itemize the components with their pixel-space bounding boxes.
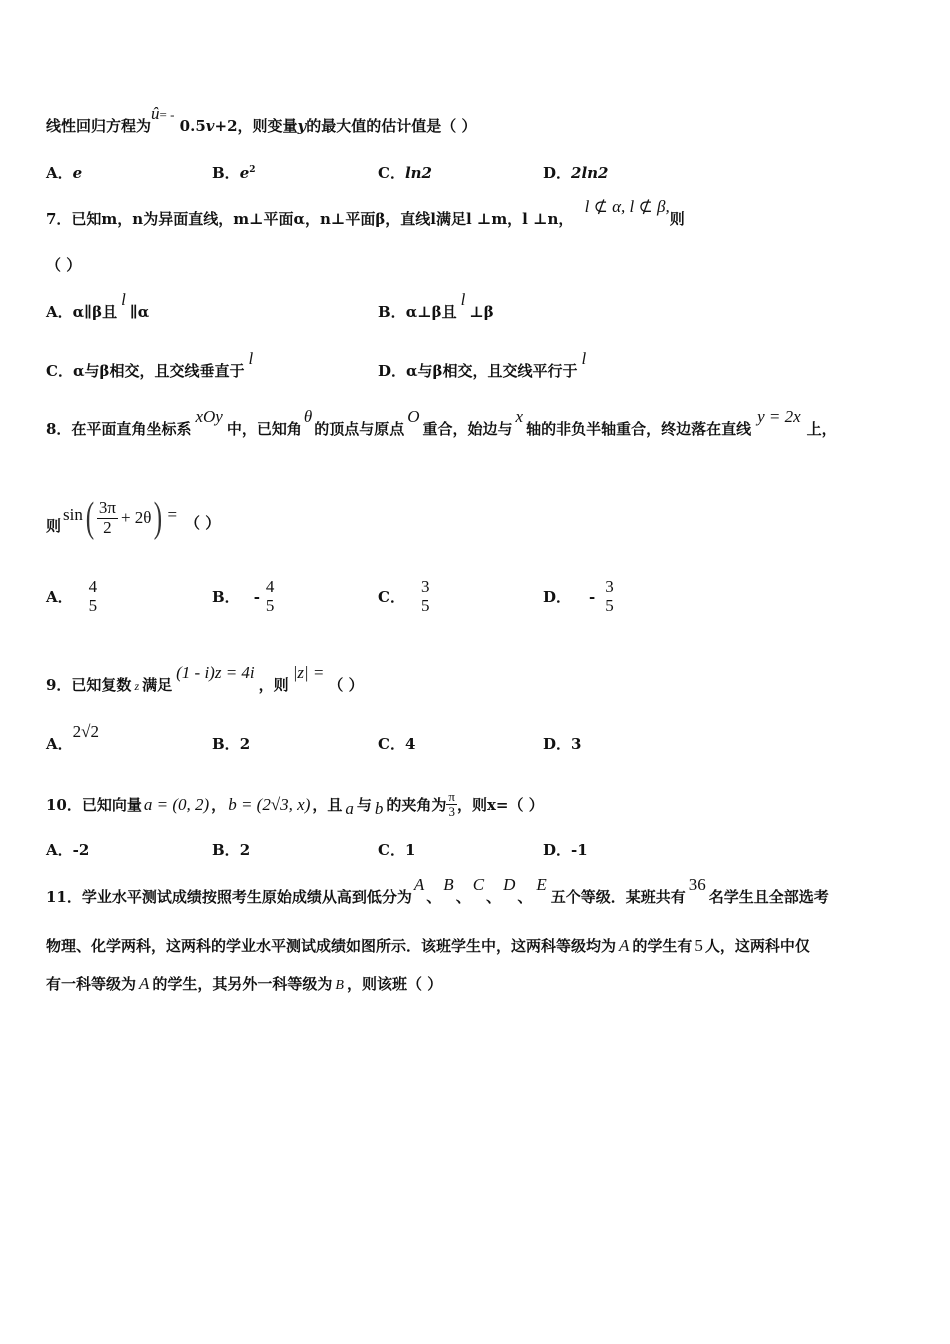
q7-blank: （ ） xyxy=(46,256,82,274)
q11-sep: 、 xyxy=(426,888,442,906)
q6-eq-tail: +2，则变量 xyxy=(214,117,298,135)
option-value: 3 xyxy=(571,735,582,753)
option-l: l xyxy=(581,349,587,368)
option-label: B． xyxy=(212,735,240,753)
q11-grade: A xyxy=(413,875,425,894)
q11-grade: C xyxy=(472,875,485,894)
frac-num: 4 xyxy=(265,577,275,596)
q8-text: 重合，始边与 xyxy=(422,420,513,438)
q10-text: 10．已知向量 xyxy=(46,796,142,815)
q8-option-b[interactable] xyxy=(212,578,276,615)
q8-frac-num: 3π xyxy=(98,497,116,517)
option-l: l xyxy=(121,290,126,309)
option-value: -1 xyxy=(571,841,588,859)
option-label: D． xyxy=(543,735,572,753)
q8-text: 8．在平面直角坐标系 xyxy=(46,420,192,438)
option-text: α与β相交，且交线平行于 xyxy=(406,362,578,380)
option-label: D． xyxy=(543,841,572,859)
q9-stem xyxy=(46,663,364,695)
option-text: α⊥β且 xyxy=(405,303,457,321)
q11-text: 11．学业水平测试成绩按照考生原始成绩从高到低分为 xyxy=(46,888,412,906)
q6-eq-rest: 0.5 xyxy=(179,117,206,135)
q10-stem xyxy=(46,790,544,820)
q6-option-a[interactable] xyxy=(46,162,82,183)
q8-blank: （ ） xyxy=(185,513,221,532)
q8-origin: O xyxy=(407,407,420,426)
option-text: α∥β且 xyxy=(72,303,118,321)
q8-option-a[interactable] xyxy=(46,578,99,615)
option-frac xyxy=(603,578,616,615)
q7-stem-text: 7．已知m，n为异面直线，m⊥平面α，n⊥平面β，直线l满足l ⊥m，l ⊥n， xyxy=(46,210,574,228)
q10-option-a[interactable] xyxy=(46,839,89,860)
q10-option-c[interactable] xyxy=(378,839,415,860)
q8-eq: = xyxy=(167,505,178,524)
frac-den: 5 xyxy=(605,595,614,615)
q7-option-d[interactable] xyxy=(378,349,590,381)
q10-a: a xyxy=(345,798,354,818)
q11-text: 的学生，其另外一科等级为 xyxy=(152,975,333,993)
option-value: 2 xyxy=(239,841,251,859)
option-label: A． xyxy=(46,588,73,607)
q10-b-vector: b = (2√3, x) xyxy=(228,794,311,814)
q9-text: 满足 xyxy=(142,676,173,694)
q9-option-b[interactable] xyxy=(212,733,250,754)
q8-text: 的顶点与原点 xyxy=(314,420,405,438)
q8-expression xyxy=(46,494,220,542)
q10-text: 的夹角为 xyxy=(386,796,447,815)
q7-option-a[interactable] xyxy=(46,290,150,322)
option-l: l xyxy=(248,349,254,368)
q6-stem-suffix: 的最大值的估计值是（ ） xyxy=(306,117,477,135)
option-value: 2√2 xyxy=(72,722,99,741)
q9-option-d[interactable] xyxy=(543,733,581,754)
option-label: C． xyxy=(378,735,405,753)
frac-num: 3 xyxy=(420,577,430,596)
q11-line-3 xyxy=(46,973,442,994)
q11-grade-b: B xyxy=(335,978,344,993)
q11-text: 物理、化学两科，这两科的学业水平测试成绩如图所示．该班学生中，这两科等级均为 xyxy=(46,937,617,955)
option-label: C． xyxy=(378,841,405,859)
q8-frac-den: 2 xyxy=(103,517,112,537)
q11-sep: 、 xyxy=(455,888,471,906)
option-value: 4 xyxy=(404,735,416,753)
option-value: 2 xyxy=(239,735,251,753)
q6-eq-mid: = - xyxy=(159,107,175,122)
option-label: A． xyxy=(46,303,73,321)
q6-option-b[interactable] xyxy=(212,162,256,183)
option-label: C． xyxy=(46,362,73,380)
option-label: B． xyxy=(212,841,240,859)
option-text: ∥α xyxy=(129,303,150,321)
option-l: l xyxy=(460,290,466,309)
q11-five: 5 xyxy=(694,936,703,955)
q8-frac xyxy=(97,499,118,537)
q8-line-eq: y = 2x xyxy=(757,407,801,426)
option-label: B． xyxy=(212,588,240,607)
q6-eq-lhs: û xyxy=(151,104,160,123)
q11-sep: 、 xyxy=(517,888,533,906)
q6-var-y: y xyxy=(297,117,307,135)
q9-abs: |z| = xyxy=(292,663,325,682)
option-value: -2 xyxy=(72,841,90,859)
q9-equation: (1 - i)z = 4i xyxy=(176,663,255,682)
q7-option-c[interactable] xyxy=(46,349,257,381)
option-label: D． xyxy=(378,362,407,380)
q11-text: 五个等级．某班共有 xyxy=(550,888,686,906)
option-label: A． xyxy=(46,841,73,859)
frac-den: 3 xyxy=(448,804,455,820)
option-frac xyxy=(264,578,277,615)
q11-sep: 、 xyxy=(486,888,502,906)
q8-theta: θ xyxy=(303,407,313,426)
q11-grade-a: A xyxy=(139,974,150,993)
q11-grade-a: A xyxy=(619,936,630,955)
q8-option-d[interactable] xyxy=(543,578,616,615)
q10-b: b xyxy=(374,798,384,818)
q7-stem xyxy=(46,197,685,229)
q8-x: x xyxy=(515,407,524,426)
q9-text: 9．已知复数 xyxy=(46,676,132,694)
q10-angle-frac xyxy=(446,790,457,820)
q10-a-vector: a = (0, 2) xyxy=(143,794,210,814)
q6-stem xyxy=(46,104,477,136)
option-label: D． xyxy=(543,588,572,607)
q9-blank: （ ） xyxy=(328,676,364,694)
option-label: D． xyxy=(543,164,572,182)
frac-den: 5 xyxy=(265,595,275,615)
option-label: A． xyxy=(46,735,73,753)
q11-text: 有一科等级为 xyxy=(46,975,137,993)
q11-line-1 xyxy=(46,875,829,907)
q8-text: 轴的非负半轴重合，终边落在直线 xyxy=(526,420,752,438)
q11-grade: B xyxy=(443,875,454,894)
q8-xoy: xOy xyxy=(195,407,223,426)
option-value: e xyxy=(239,164,250,182)
q11-line-2 xyxy=(46,935,810,956)
q10-text: 与 xyxy=(356,796,372,815)
q11-text: 名学生且全部选考 xyxy=(708,888,829,906)
q7-then: 则 xyxy=(669,210,685,228)
q8-text: 上， xyxy=(806,420,837,438)
frac-num: 4 xyxy=(88,577,98,596)
q10-text: ，则x=（ ） xyxy=(456,796,544,815)
q8-paren-left: ( xyxy=(85,495,95,541)
option-label: B． xyxy=(378,303,406,321)
q7-condition: l ⊄ α, l ⊄ β, xyxy=(584,197,670,216)
q11-text: ，则该班（ ） xyxy=(346,975,443,993)
frac-num: 3 xyxy=(605,577,614,596)
q8-option-c[interactable] xyxy=(378,578,431,615)
option-label: C． xyxy=(378,588,405,607)
frac-den: 5 xyxy=(420,595,430,615)
frac-den: 5 xyxy=(88,595,98,615)
q9-option-a[interactable] xyxy=(46,722,99,754)
option-sup: 2 xyxy=(249,165,256,175)
option-label: C． xyxy=(378,164,405,182)
option-label: A． xyxy=(46,164,73,182)
option-value: 2ln2 xyxy=(571,164,609,182)
q11-count: 36 xyxy=(688,875,706,894)
q8-text: 中，已知角 xyxy=(226,420,302,438)
q7-option-b[interactable] xyxy=(378,290,494,322)
option-sign: - xyxy=(589,587,596,606)
q8-plus: + 2θ xyxy=(120,508,152,527)
q11-grade: E xyxy=(536,875,547,894)
q8-sin: sin xyxy=(63,505,83,524)
q11-text: 的学生有 xyxy=(632,937,693,955)
q10-option-b[interactable] xyxy=(212,839,250,860)
q6-option-d[interactable] xyxy=(543,162,609,183)
q6-stem-prefix: 线性回归方程为 xyxy=(46,117,152,135)
q9-text: ，则 xyxy=(258,676,289,694)
option-frac xyxy=(419,578,432,615)
q10-text: ，且 xyxy=(312,796,343,815)
option-text: α与β相交，且交线垂直于 xyxy=(72,362,245,380)
option-frac xyxy=(87,578,100,615)
q10-option-d[interactable] xyxy=(543,839,588,860)
option-label: B． xyxy=(212,164,240,182)
option-text: ⊥β xyxy=(469,303,494,321)
option-value: e xyxy=(72,164,83,182)
q10-comma: ， xyxy=(211,796,227,815)
q8-then: 则 xyxy=(46,516,62,535)
q8-stem xyxy=(46,407,837,439)
option-value: ln2 xyxy=(404,164,432,182)
q9-option-c[interactable] xyxy=(378,733,415,754)
option-sign: - xyxy=(253,587,260,606)
q8-paren-right: ) xyxy=(154,495,163,541)
frac-num: π xyxy=(448,789,455,804)
q11-text: 人，这两科中仅 xyxy=(704,937,810,955)
q11-grade: D xyxy=(503,875,516,894)
option-value: 1 xyxy=(404,841,416,859)
q6-eq-var: v xyxy=(205,117,215,135)
q9-z: z xyxy=(134,679,140,693)
q6-option-c[interactable] xyxy=(378,162,432,183)
